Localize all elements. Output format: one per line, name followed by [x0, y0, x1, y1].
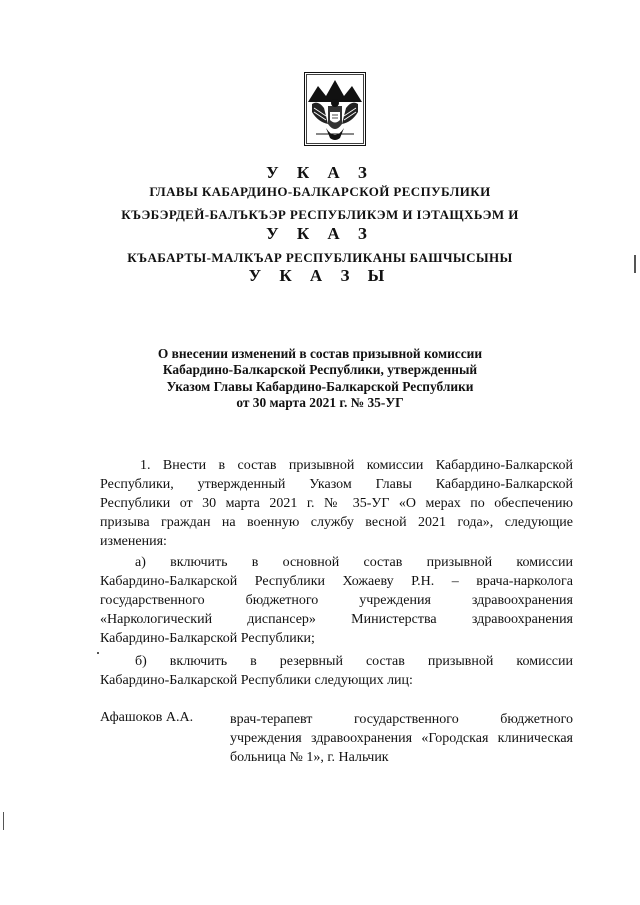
- header-line-kabardian: КЪЭБЭРДЕЙ-БАЛЪКЪЭР РЕСПУБЛИКЭМ И ІЭТАЩХЬЭМ И: [121, 207, 519, 222]
- body-line: изменения:: [100, 534, 167, 549]
- header-line-russian: ГЛАВЫ КАБАРДИНО-БАЛКАРСКОЙ РЕСПУБЛИКИ: [149, 184, 491, 199]
- body-line: призыва граждан на военную службу весной 2021 года», следующие: [100, 515, 573, 530]
- coat-of-arms-icon: [304, 72, 366, 146]
- member-position-line: врач-терапевт государственного бюджетного: [230, 712, 573, 727]
- body-line: а) включить в основной состав призывной комиссии: [135, 555, 573, 570]
- decree-word: У К А З: [266, 163, 374, 182]
- scan-dot: [97, 652, 99, 654]
- body-line: Республики от 30 марта 2021 г. № 35-УГ «О мерах по обеспечению: [100, 496, 573, 511]
- body-line: «Наркологический диспансер» Министерства здравоохранения: [100, 612, 573, 627]
- scan-mark: [3, 812, 4, 830]
- title-line: Кабардино-Балкарской Республики, утвержденный: [162, 362, 478, 378]
- decree-word-kabardian: У К А З: [266, 224, 374, 243]
- member-position-line: больница № 1», г. Нальчик: [230, 750, 389, 765]
- body-line: 1. Внести в состав призывной комиссии Кабардино-Балкарской: [140, 458, 573, 473]
- body-line: Республики, утвержденный Указом Главы Кабардино-Балкарской: [100, 477, 573, 492]
- body-line: государственного бюджетного учреждения здравоохранения: [100, 593, 573, 608]
- body-line: Кабардино-Балкарской Республики;: [100, 631, 315, 646]
- body-line: Кабардино-Балкарской Республики следующих лиц:: [100, 673, 413, 688]
- body-line: б) включить в резервный состав призывной комиссии: [135, 654, 573, 669]
- member-position-line: учреждения здравоохранения «Городская клиническая: [230, 731, 573, 746]
- header-line-balkarian: КЪАБАРТЫ-МАЛКЪАР РЕСПУБЛИКАНЫ БАШЧЫСЫНЫ: [127, 250, 513, 265]
- member-name: Афашоков А.А.: [100, 710, 194, 725]
- decree-word-balkarian: У К А З Ы: [248, 266, 392, 285]
- title-line: Указом Главы Кабардино-Балкарской Республики: [166, 378, 474, 394]
- title-line: О внесении изменений в состав призывной комиссии: [157, 346, 483, 361]
- decree-title: [120, 346, 520, 412]
- scan-mark: [634, 255, 636, 273]
- body-line: Кабардино-Балкарской Республики Хожаеву Р.Н. – врача-нарколога: [100, 574, 573, 589]
- title-line: от 30 марта 2021 г. № 35-УГ: [236, 395, 404, 411]
